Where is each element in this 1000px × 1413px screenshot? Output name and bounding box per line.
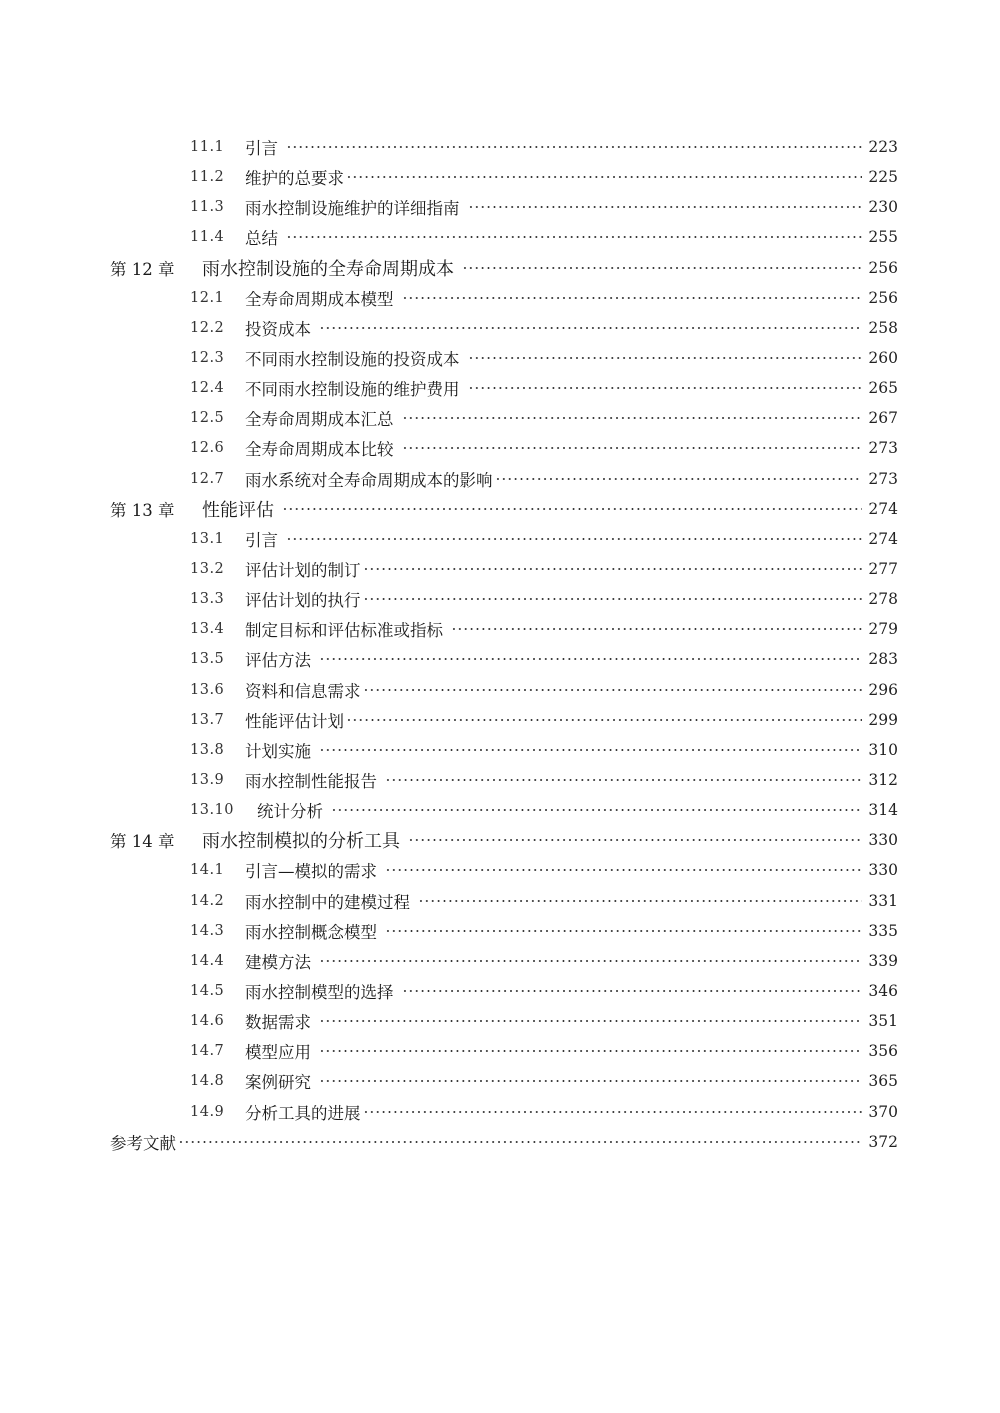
toc-entry-title: 引言 — [245, 139, 278, 159]
toc-dot-leader — [319, 954, 862, 968]
toc-page-number: 299 — [868, 710, 898, 729]
toc-section-row[interactable] — [110, 403, 898, 433]
toc-dot-leader — [363, 562, 863, 576]
toc-section-row[interactable] — [110, 554, 898, 584]
toc-entry-title: 引言 — [245, 530, 278, 550]
toc-entry-number: 11.4 — [190, 229, 225, 246]
toc-dot-leader — [319, 652, 862, 666]
toc-section-row[interactable] — [110, 343, 898, 373]
toc-page-number: 351 — [868, 1012, 898, 1031]
toc-dot-leader — [402, 411, 863, 425]
toc-section-row[interactable] — [110, 976, 898, 1006]
toc-page-number: 339 — [868, 951, 898, 970]
toc-entry-number: 13.7 — [190, 711, 225, 728]
toc-dot-leader — [319, 1074, 862, 1088]
toc-page-number: 260 — [868, 349, 898, 368]
toc-entry-title: 模型应用 — [245, 1043, 311, 1063]
toc-page-number: 283 — [868, 650, 898, 669]
toc-page-number: 278 — [868, 590, 898, 609]
toc-section-row[interactable] — [110, 1066, 898, 1096]
toc-entry-number: 13.3 — [190, 591, 225, 608]
toc-page-number: 274 — [868, 529, 898, 548]
toc-dot-leader — [408, 833, 862, 847]
toc-entry-number: 12.4 — [190, 380, 225, 397]
toc-entry-title: 建模方法 — [245, 952, 311, 972]
toc-entry-number: 12.6 — [190, 440, 225, 457]
toc-page-number: 223 — [868, 138, 898, 157]
toc-page-number: 256 — [868, 258, 898, 277]
toc-entry-title: 性能评估计划 — [245, 711, 344, 731]
toc-section-row[interactable] — [110, 283, 898, 313]
toc-section-row[interactable] — [110, 524, 898, 554]
toc-entry-title: 分析工具的进展 — [245, 1103, 361, 1123]
toc-entry-number: 11.3 — [190, 199, 225, 216]
toc-entry-title: 总结 — [245, 229, 278, 249]
toc-entry-number: 11.1 — [190, 139, 225, 156]
toc-dot-leader — [363, 683, 863, 697]
toc-page-number: 331 — [868, 891, 898, 910]
toc-entry-number: 14.2 — [190, 892, 225, 909]
toc-section-row[interactable] — [110, 162, 898, 192]
toc-entry-title: 全寿命周期成本比较 — [245, 440, 394, 460]
toc-entry-title: 评估计划的执行 — [245, 591, 361, 611]
toc-entry-title: 统计分析 — [257, 802, 323, 822]
toc-entry-number: 第 12 章 — [110, 259, 175, 279]
toc-entry-title: 计划实施 — [245, 741, 311, 761]
toc-section-row[interactable] — [110, 795, 898, 825]
toc-entry-title: 资料和信息需求 — [245, 681, 361, 701]
toc-entry-number: 14.9 — [190, 1103, 225, 1120]
toc-page-number: 273 — [868, 439, 898, 458]
toc-section-row[interactable] — [110, 132, 898, 162]
toc-entry-number: 13.1 — [190, 530, 225, 547]
toc-section-row[interactable] — [110, 855, 898, 885]
toc-entry-number: 13.4 — [190, 621, 225, 638]
toc-page-number: 335 — [868, 921, 898, 940]
toc-entry-number: 13.5 — [190, 651, 225, 668]
toc-section-row[interactable] — [110, 1097, 898, 1127]
toc-entry-number: 13.10 — [190, 802, 235, 819]
toc-page-number: 258 — [868, 318, 898, 337]
toc-entry-number: 12.7 — [190, 470, 225, 487]
toc-section-row[interactable] — [110, 675, 898, 705]
toc-entry-title: 雨水控制设施维护的详细指南 — [245, 199, 460, 219]
toc-entry-title: 雨水控制模型的选择 — [245, 983, 394, 1002]
toc-dot-leader — [468, 351, 863, 365]
toc-page-number: 346 — [868, 982, 898, 1000]
toc-page-number: 372 — [868, 1132, 898, 1151]
toc-entry-number: 第 13 章 — [110, 500, 175, 520]
toc-page-number: 356 — [868, 1042, 898, 1061]
toc-entry-number: 12.2 — [190, 319, 225, 336]
toc-page-number: 370 — [868, 1102, 898, 1121]
toc-page-number: 314 — [868, 801, 898, 820]
toc-entry-title: 不同雨水控制设施的维护费用 — [245, 380, 460, 400]
toc-entry-title: 评估计划的制订 — [245, 561, 361, 581]
toc-entry-title: 制定目标和评估标准或指标 — [245, 621, 443, 641]
toc-page-number: 310 — [868, 740, 898, 759]
toc-entry-title: 雨水控制中的建模过程 — [245, 892, 410, 912]
toc-section-row[interactable] — [110, 373, 898, 403]
toc-entry-number: 14.1 — [190, 862, 225, 879]
toc-dot-leader — [385, 924, 862, 938]
toc-entry-title: 案例研究 — [245, 1073, 311, 1093]
toc-section-row[interactable] — [110, 614, 898, 644]
toc-dot-leader — [363, 1105, 863, 1119]
toc-dot-leader — [286, 230, 862, 244]
toc-entry-title: 雨水控制模拟的分析工具 — [202, 831, 400, 853]
toc-entry-title: 投资成本 — [245, 319, 311, 339]
toc-entry-number: 14.8 — [190, 1073, 225, 1090]
toc-page-number: 330 — [868, 831, 898, 850]
toc-entry-number: 13.9 — [190, 772, 225, 789]
toc-entry-title: 不同雨水控制设施的投资成本 — [245, 350, 460, 370]
toc-dot-leader — [418, 894, 862, 908]
toc-page-number: 256 — [868, 288, 898, 307]
toc-section-row[interactable] — [110, 433, 898, 463]
toc-dot-leader — [331, 803, 862, 817]
toc-entry-title: 引言—模拟的需求 — [245, 862, 377, 882]
toc-dot-leader — [468, 381, 863, 395]
toc-dot-leader — [385, 863, 862, 877]
toc-entry-title: 参考文献 — [110, 1133, 176, 1153]
toc-page-number: 274 — [868, 499, 898, 518]
toc-entry-title: 数据需求 — [245, 1013, 311, 1033]
toc-dot-leader — [282, 502, 862, 516]
toc-dot-leader — [319, 1044, 862, 1058]
toc-entry-title: 雨水控制设施的全寿命周期成本 — [202, 258, 454, 280]
toc-section-row[interactable] — [110, 765, 898, 795]
toc-section-row[interactable] — [110, 886, 898, 916]
toc-entry-number: 11.2 — [190, 169, 225, 186]
toc-dot-leader — [319, 321, 862, 335]
toc-page-number: 273 — [868, 469, 898, 488]
toc-entry-title: 雨水系统对全寿命周期成本的影响 — [245, 470, 493, 490]
toc-page-number: 365 — [868, 1072, 898, 1091]
toc-section-row[interactable] — [110, 313, 898, 343]
toc-page-number: 230 — [868, 198, 898, 217]
toc-dot-leader — [319, 1014, 862, 1028]
toc-entry-title: 全寿命周期成本汇总 — [245, 410, 394, 430]
toc-dot-leader — [495, 472, 863, 486]
toc-section-row[interactable] — [110, 1036, 898, 1066]
toc-section-row[interactable] — [110, 222, 898, 252]
toc-entry-number: 12.3 — [190, 350, 225, 367]
toc-section-row[interactable] — [110, 735, 898, 765]
toc-entry-title: 雨水控制概念模型 — [245, 922, 377, 942]
toc-section-row[interactable] — [110, 946, 898, 976]
toc-entry-number: 14.7 — [190, 1043, 225, 1060]
toc-chapter-row[interactable] — [110, 494, 898, 524]
toc-entry-number: 14.5 — [190, 983, 225, 999]
toc-entry-number: 14.3 — [190, 922, 225, 939]
toc-page-number: 265 — [868, 379, 898, 398]
toc-entry-number: 13.2 — [190, 561, 225, 578]
toc-entry-title: 性能评估 — [202, 499, 274, 521]
toc-dot-leader — [346, 713, 862, 727]
toc-chapter-row[interactable] — [110, 253, 898, 283]
toc-entry-number: 第 14 章 — [110, 832, 175, 852]
toc-dot-leader — [319, 743, 862, 757]
toc-dot-leader — [286, 140, 862, 154]
toc-entry-number: 14.4 — [190, 952, 225, 969]
toc-page-number: 255 — [868, 228, 898, 247]
toc-section-row[interactable] — [110, 916, 898, 946]
toc-dot-leader — [346, 170, 862, 184]
toc-page-number: 277 — [868, 560, 898, 579]
toc-references-row[interactable] — [110, 1127, 898, 1157]
toc-page-number: 296 — [868, 680, 898, 699]
toc-section-row[interactable] — [110, 584, 898, 614]
toc-dot-leader — [462, 261, 862, 275]
toc-section-row[interactable] — [110, 1006, 898, 1036]
toc-section-row[interactable] — [110, 464, 898, 494]
toc-dot-leader — [402, 984, 863, 998]
toc-entry-number: 12.1 — [190, 289, 225, 306]
toc-dot-leader — [451, 622, 862, 636]
toc-entry-title: 全寿命周期成本模型 — [245, 289, 394, 309]
toc-entry-title: 评估方法 — [245, 651, 311, 671]
toc-entry-number: 14.6 — [190, 1013, 225, 1030]
toc-section-row[interactable] — [110, 705, 898, 735]
toc-section-row[interactable] — [110, 192, 898, 222]
toc-dot-leader — [286, 532, 862, 546]
toc-dot-leader — [468, 200, 863, 214]
toc-entry-number: 12.5 — [190, 410, 225, 427]
toc-dot-leader — [385, 773, 862, 787]
toc-entry-number: 13.8 — [190, 741, 225, 758]
table-of-contents — [110, 132, 898, 1157]
toc-chapter-row[interactable] — [110, 825, 898, 855]
toc-section-row[interactable] — [110, 644, 898, 674]
toc-page-number: 279 — [868, 620, 898, 639]
toc-entry-title: 维护的总要求 — [245, 169, 344, 189]
toc-entry-number: 13.6 — [190, 681, 225, 698]
toc-entry-title: 雨水控制性能报告 — [245, 772, 377, 792]
toc-page-number: 330 — [868, 861, 898, 880]
toc-page-number: 312 — [868, 771, 898, 790]
toc-page-number: 267 — [868, 409, 898, 428]
toc-dot-leader — [363, 592, 863, 606]
toc-dot-leader — [402, 291, 863, 305]
toc-dot-leader — [178, 1135, 862, 1149]
toc-page-number: 225 — [868, 168, 898, 187]
toc-dot-leader — [402, 441, 863, 455]
